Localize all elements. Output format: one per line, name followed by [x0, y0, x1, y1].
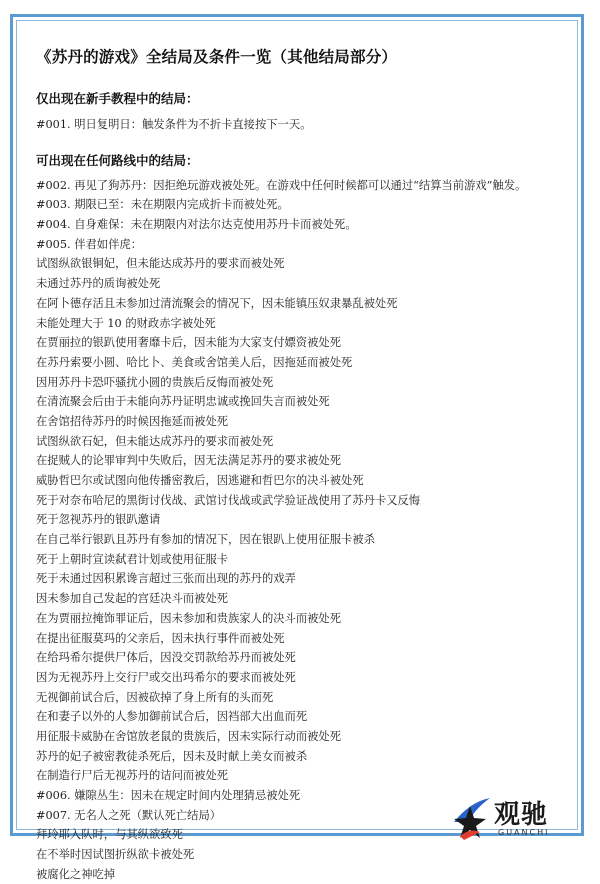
list-item: 在给玛希尔提供尸体后，因没交罚款给苏丹而被处死 — [36, 651, 296, 665]
list-item: 拜玲耶入队时，与其纵欲致死 — [36, 828, 183, 842]
list-item: 在自己举行银趴且苏丹有参加的情况下，因在银趴上使用征服卡被杀 — [36, 533, 375, 547]
list-item: 被腐化之神吃掉 — [36, 867, 116, 881]
page-title: 《苏丹的游戏》全结局及条件一览（其他结局部分） — [36, 48, 398, 66]
list-item: 死于未通过因积累谗言超过三张而出现的苏丹的戏弄 — [36, 572, 296, 586]
list-item: #005. 伴君如伴虎： — [36, 237, 142, 251]
list-item: 因未参加自己发起的宫廷决斗而被处死 — [36, 592, 229, 606]
tutorial-list — [36, 115, 576, 135]
list-item: 在提出征服莫玛的父亲后，因未执行事件而被处死 — [36, 631, 285, 645]
list-item: 在清流聚会后由于未能向苏丹证明忠诚或挽回失言而被处死 — [36, 395, 330, 409]
list-item: 死于上朝时宣读弑君计划或使用征服卡 — [36, 552, 229, 566]
anyroute-list — [36, 176, 576, 884]
section-heading-tutorial: 仅出现在新手教程中的结局： — [36, 91, 199, 106]
list-item: 未能处理大于 10 的财政赤字被处死 — [36, 316, 216, 330]
list-item: 在为贾丽拉掩饰罪证后，因未参加和贵族家人的决斗而被处死 — [36, 611, 342, 625]
list-item: #004. 自身难保：未在期限内对法尔达克使用苏丹卡而被处死。 — [36, 218, 357, 232]
watermark-logo — [450, 790, 570, 844]
list-item: 苏丹的妃子被密教徒杀死后，因未及时献上美女而被杀 — [36, 749, 308, 763]
list-item: 死于对奈布哈尼的黑街讨伐战、武馆讨伐战或武学验证战使用了苏丹卡又反悔 — [36, 493, 421, 507]
list-item: 在不举时因试图折纵欲卡被处死 — [36, 848, 195, 862]
list-item: 无视御前试合后，因被砍掉了身上所有的头而死 — [36, 690, 274, 704]
list-item: 在舍馆招待苏丹的时候因拖延而被处死 — [36, 414, 229, 428]
list-item: 威胁哲巴尔或试图向他传播密教后，因逃避和哲巴尔的决斗被处死 — [36, 474, 364, 487]
list-item: 在贾丽拉的银趴使用奢靡卡后，因未能为大家支付嫖资被处死 — [36, 336, 342, 350]
list-item: 用征服卡威胁在舍馆放老鼠的贵族后，因未实际行动而被处死 — [36, 729, 342, 743]
list-item: 因为无视苏丹上交行尸或交出玛希尔的要求而被处死 — [36, 670, 296, 684]
star-swoosh-icon — [450, 792, 494, 842]
list-item: 试图纵欲银铜妃，但未能达成苏丹的要求而被处死 — [36, 257, 285, 271]
section-heading-anyroute: 可出现在任何路线中的结局： — [36, 152, 199, 168]
list-item: 试图纵欲石妃，但未能达成苏丹的要求而被处死 — [36, 434, 274, 448]
list-item: 在捉贼人的论罪审判中失败后，因无法满足苏丹的要求被处死 — [36, 454, 342, 468]
list-item: #001. 明日复明日：触发条件为不折卡直接按下一天。 — [36, 118, 312, 131]
list-item: 在苏丹索要小圆、哈比卜、美食或舍馆美人后，因拖延而被处死 — [36, 355, 353, 369]
document-body — [36, 44, 576, 884]
list-item: 在和妻子以外的人参加御前试合后，因裆部大出血而死 — [36, 710, 308, 724]
brand-subtitle: GUANCHI — [498, 828, 550, 837]
list-item: #007. 无名人之死（默认死亡结局） — [36, 808, 222, 822]
list-item: #003. 期限已至：未在期限内完成折卡而被处死。 — [36, 198, 289, 212]
list-item: 在阿卜德存活且未参加过清流聚会的情况下，因未能镇压奴隶暴乱被处死 — [36, 296, 398, 310]
list-item: #006. 嫌隙丛生：因未在规定时间内处理猜忌被处死 — [36, 789, 301, 802]
brand-name: 观驰 — [494, 800, 549, 830]
list-item: #002. 再见了狗苏丹：因拒绝玩游戏被处死。在游戏中任何时候都可以通过“结算当前游戏”触发。 — [36, 178, 527, 192]
list-item: 在制造行尸后无视苏丹的诘问而被处死 — [36, 769, 229, 783]
list-item: 未通过苏丹的质询被处死 — [36, 277, 161, 291]
list-item: 因用苏丹卡恐吓骚扰小圆的贵族后反悔而被处死 — [36, 375, 274, 389]
list-item: 死于忽视苏丹的银趴邀请 — [36, 513, 161, 527]
